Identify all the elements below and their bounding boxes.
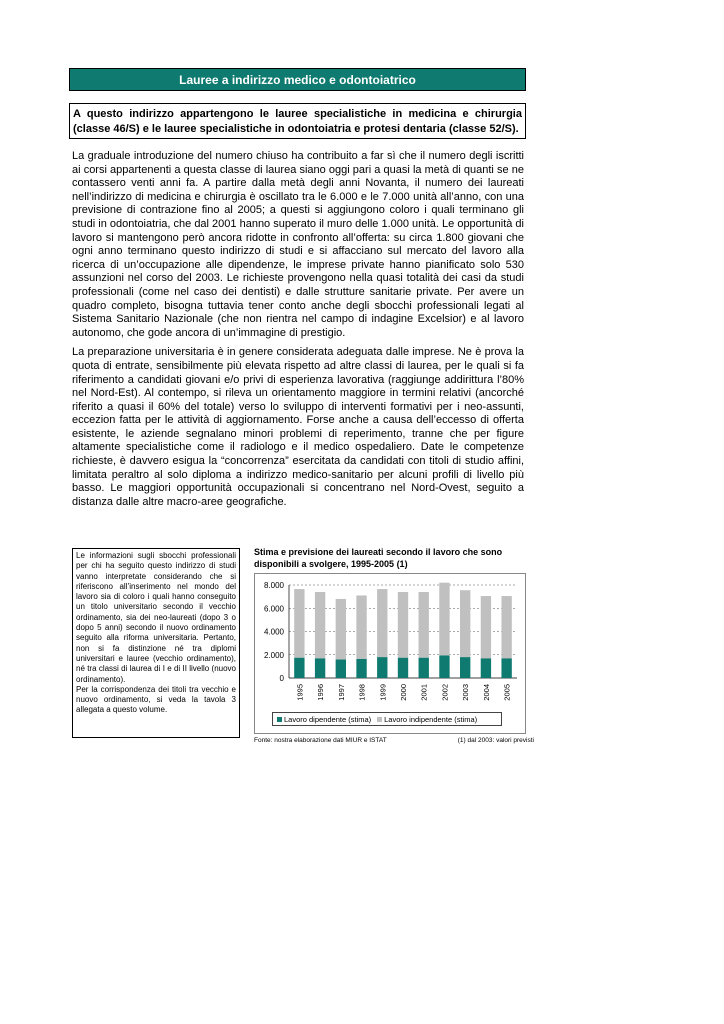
bar-indipendente-2005 xyxy=(501,596,511,658)
bar-indipendente-1999 xyxy=(377,589,387,657)
bar-dipendente-1995 xyxy=(294,658,304,678)
bar-dipendente-1996 xyxy=(315,658,325,678)
bar-indipendente-2001 xyxy=(419,592,429,658)
x-tick-label: 1998 xyxy=(357,684,367,701)
bar-dipendente-2001 xyxy=(419,658,429,678)
bar-indipendente-2004 xyxy=(481,596,491,658)
bar-dipendente-2003 xyxy=(460,657,470,678)
bar-dipendente-1997 xyxy=(336,659,346,678)
y-tick-label: 2.000 xyxy=(263,650,284,660)
legend-item-indipendente xyxy=(377,715,477,724)
x-tick-label: 2000 xyxy=(399,684,408,701)
bar-indipendente-2003 xyxy=(460,590,470,657)
bar-chart xyxy=(255,574,525,709)
bar-dipendente-2005 xyxy=(501,658,511,678)
bar-dipendente-1998 xyxy=(356,659,366,678)
footnote: (1) dal 2003: valori previsti xyxy=(457,737,534,744)
bar-dipendente-2002 xyxy=(439,655,449,678)
legend-label-dipendente: Lavoro dipendente (stima) xyxy=(284,714,372,724)
y-tick-label: 4.000 xyxy=(263,627,284,637)
bar-dipendente-2000 xyxy=(398,658,408,678)
info-sidebox xyxy=(72,548,240,738)
x-tick-label: 2002 xyxy=(440,684,450,701)
bar-indipendente-1995 xyxy=(294,589,304,658)
x-tick-label: 2001 xyxy=(419,684,429,701)
source-note: Fonte: nostra elaborazione dati MIUR e ISTAT xyxy=(254,737,387,744)
y-tick-label: 0 xyxy=(279,674,284,683)
bar-dipendente-1999 xyxy=(377,657,387,678)
x-tick-label: 2003 xyxy=(461,684,471,701)
legend-item-dipendente xyxy=(277,715,371,724)
y-tick-label: 8.000 xyxy=(263,581,284,590)
body-paragraph-2: La preparazione universitaria è in genere considerata adeguata dalle imprese. Ne è prova la quota di entrate, sensibilmente più elevata rispetto ad altre classi di laurea, per le quali si fa riferimento a candidati giovani e/o privi di esperienza lavorativa (raggiunge addirittura l’80% nel Nord-Est). Al contempo, si rileva un orientamento maggiore in termini relativi (ancorché riferito a quasi il 60% del totale) verso lo sviluppo di interventi formativi per i neo-assunti, eccezion fatta per le attività di aggiornamento. Forse anche a causa dell’eccesso di offerta esistente, le aziende segnalano minori problemi di reperimento, tranne che per figure altamente specialistiche come il radiologo e il medico ospedaliero. Date le competenze richieste, è davvero esigua la “concorrenza” esercitata da candidati con titoli di studio affini, limitata peraltro al solo diploma a indirizzo medico-sanitario per alcuni profili di livello più basso. Le maggiori opportunità occupazionali si concentrano nel Nord-Ovest, seguito a distanza dalle altre macro-aree geografiche. xyxy=(72,346,524,508)
legend-label-indipendente: Lavoro indipendente (stima) xyxy=(384,714,478,724)
chart-source xyxy=(254,737,534,744)
body-text xyxy=(72,150,524,515)
bar-indipendente-1996 xyxy=(315,592,325,658)
x-tick-label: 1996 xyxy=(316,684,326,701)
chart-legend xyxy=(272,712,502,726)
bar-indipendente-1997 xyxy=(336,599,346,659)
bar-indipendente-2002 xyxy=(439,583,449,656)
y-tick-label: 6.000 xyxy=(263,604,284,614)
intro-box: A questo indirizzo appartengono le lauree specialistiche in medicina e chirurgia (classe 46/S) e le lauree specialistiche in odontoiatria e protesi dentaria (classe 52/S). xyxy=(69,103,526,139)
legend-swatch-dipendente xyxy=(277,717,282,722)
x-tick-label: 2004 xyxy=(481,684,491,701)
body-paragraph-1: La graduale introduzione del numero chiuso ha contribuito a far sì che il numero degli iscritti ai corsi appartenenti a questa classe di laurea siano oggi pari a quasi la metà di quanti se ne contassero venti anni fa. A partire dalla metà degli anni Novanta, il numero dei laureati nell’indirizzo di medicina e chirurgia è oscillato tra le 6.000 e le 7.000 unità all’anno, con una previsione di contrazione fino al 2005; a questi si aggiungono coloro i quali terminano gli studi in odontoiatria, che dal 2001 hanno superato il muro delle 1.000 unità. Le opportunità di lavoro si mantengono però ancora ridotte in confronto all’offerta: su circa 1.800 giovani che ogni anno terminano questo indirizzo di studi e si affacciano sul mercato del lavoro alla ricerca di un’occupazione alle dipendenze, le imprese private hanno pianificato solo 530 assunzioni nel corso del 2003. Le richieste provengono nella quasi totalità dei casi da studi professionali (come nel caso dei dentisti) e dalle strutture sanitarie private. Per avere un quadro completo, bisogna tuttavia tener conto anche degli sbocchi professionali legati al Sistema Sanitario Nazionale (che non rientra nel campo di indagine Excelsior) e al lavoro autonomo, che gode ancora di un’immagine di prestigio. xyxy=(72,150,524,339)
sidebox-paragraph-1: Le informazioni sugli sbocchi professionali per chi ha seguito questo indirizzo di studi vanno interpretate considerando che si riferiscono all’inserimento nel mondo del lavoro sia di coloro i quali hanno conseguito un titolo universitario secondo il vecchio ordinamento, sia dei neo-laureati (dopo 3 o dopo 5 anni) secondo il nuovo ordinamento seguito alla riforma universitaria. Pertanto, non si fa distinzione né tra diplomi universitari e lauree (vecchio ordinamento), né tra classi di laurea di I e di II livello (nuovo ordinamento). xyxy=(76,551,236,684)
x-tick-label: 1997 xyxy=(336,684,346,701)
chart-title: Stima e previsione dei laureati secondo il lavoro che sono disponibili a svolgere, 1995-2005 (1) xyxy=(254,547,503,569)
bar-indipendente-2000 xyxy=(398,592,408,658)
section-title: Lauree a indirizzo medico e odontoiatrico xyxy=(69,68,526,91)
chart-box xyxy=(254,573,526,734)
sidebox-paragraph-2: Per la corrispondenza dei titoli tra vecchio e nuovo ordinamento, si veda la tavola 3 allegata a questo volume. xyxy=(76,684,236,715)
x-tick-label: 1999 xyxy=(378,684,388,701)
bar-indipendente-1998 xyxy=(356,595,366,658)
bar-dipendente-2004 xyxy=(481,658,491,678)
x-tick-label: 1995 xyxy=(295,684,305,701)
legend-swatch-indipendente xyxy=(377,717,382,722)
x-tick-label: 2005 xyxy=(502,684,512,701)
